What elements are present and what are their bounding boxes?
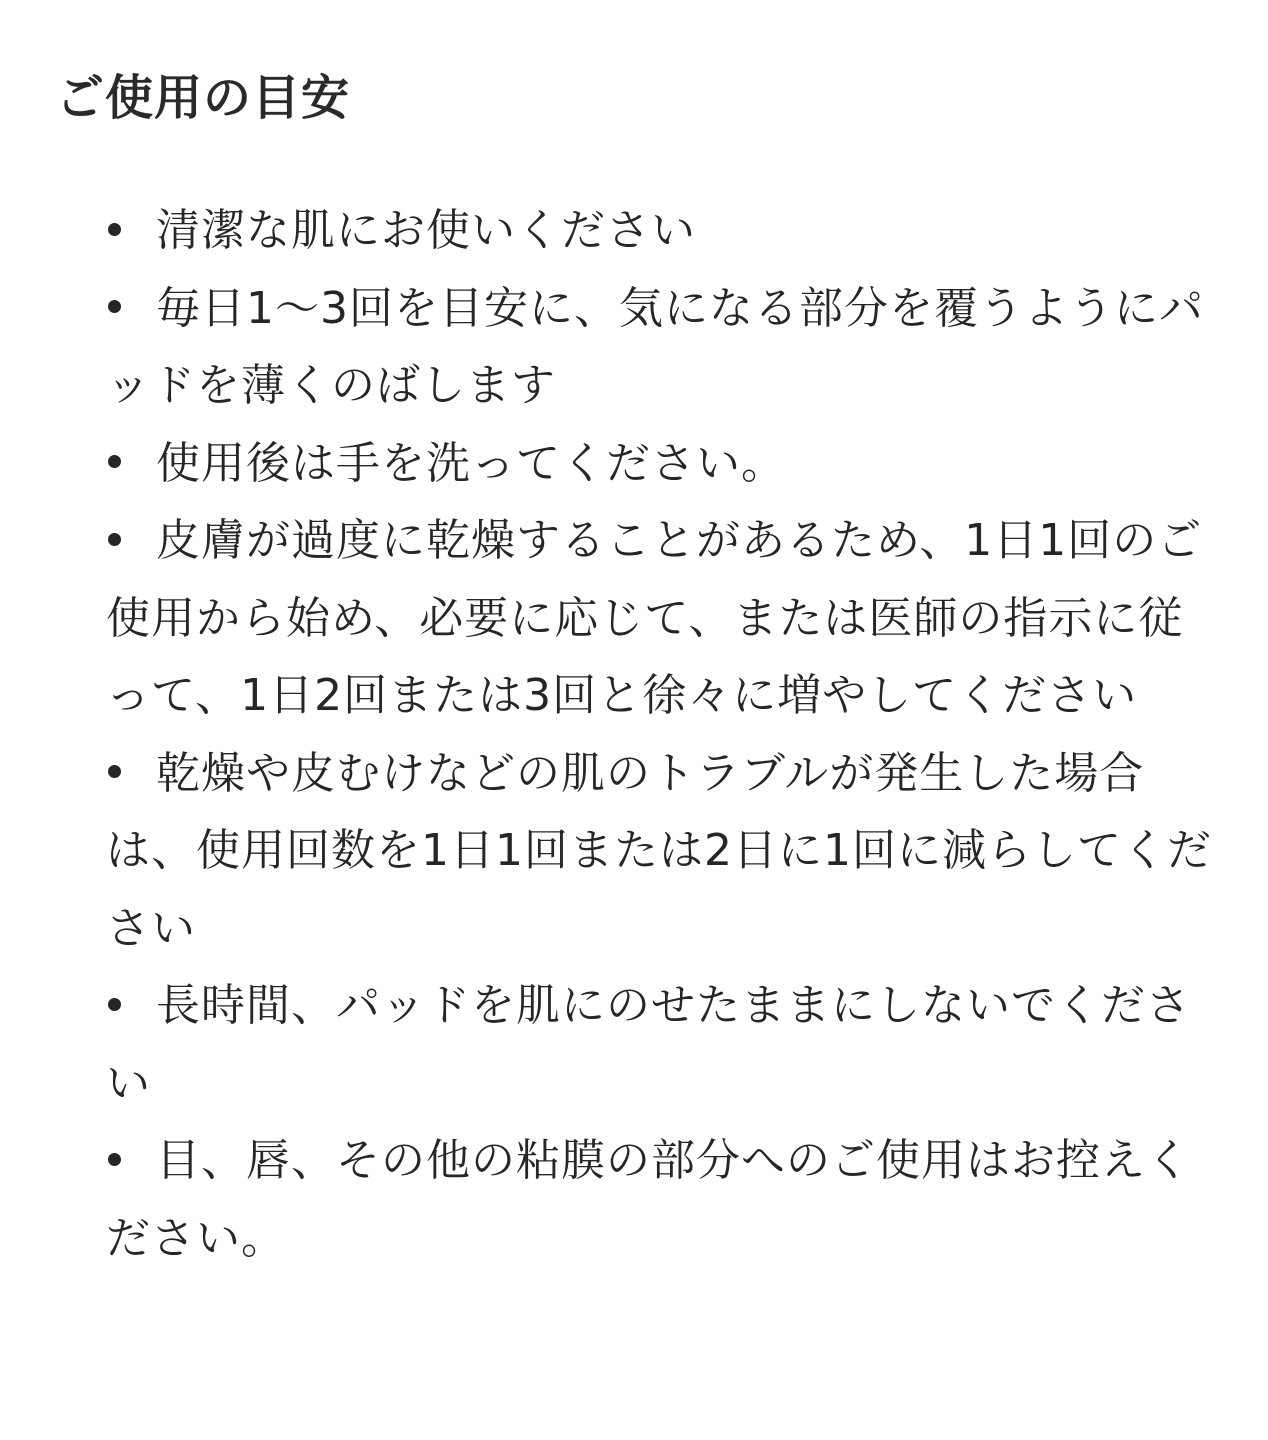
list-item-text: 使用後は手を洗ってください。 — [156, 437, 786, 489]
list-item — [106, 967, 1220, 1122]
bullet-icon — [106, 270, 156, 348]
bullet-icon — [106, 735, 156, 813]
list-item — [106, 192, 1220, 270]
list-item-text: 乾燥や皮むけなどの肌のトラブルが発生した場合は、使用回数を1日1回または2日に1回に減らしてください — [106, 747, 1212, 954]
bullet-icon — [106, 1122, 156, 1200]
list-item — [106, 502, 1220, 735]
list-item — [106, 270, 1220, 425]
usage-guidelines-section — [56, 62, 1226, 1277]
guideline-list — [56, 192, 1220, 1277]
bullet-icon — [106, 502, 156, 580]
list-item-text: 長時間、パッドを肌にのせたままにしないでください — [106, 980, 1191, 1109]
list-item-text: 目、唇、その他の粘膜の部分へのご使用はお控えください。 — [106, 1135, 1191, 1264]
bullet-icon — [106, 967, 156, 1045]
list-item-text: 皮膚が過度に乾燥することがあるため、1日1回のご使用から始め、必要に応じて、または医師の指示に従って、1日2回または3回と徐々に増やしてください — [106, 515, 1203, 721]
list-item-text: 毎日1〜3回を目安に、気になる部分を覆うようにパッドを薄くのばします — [106, 282, 1204, 411]
bullet-icon — [106, 192, 156, 270]
list-item — [106, 735, 1220, 968]
list-item — [106, 1122, 1220, 1277]
section-title: ご使用の目安 — [56, 70, 351, 126]
bullet-icon — [106, 425, 156, 503]
list-item-text: 清潔な肌にお使いください — [156, 205, 696, 256]
list-item — [106, 425, 1220, 503]
